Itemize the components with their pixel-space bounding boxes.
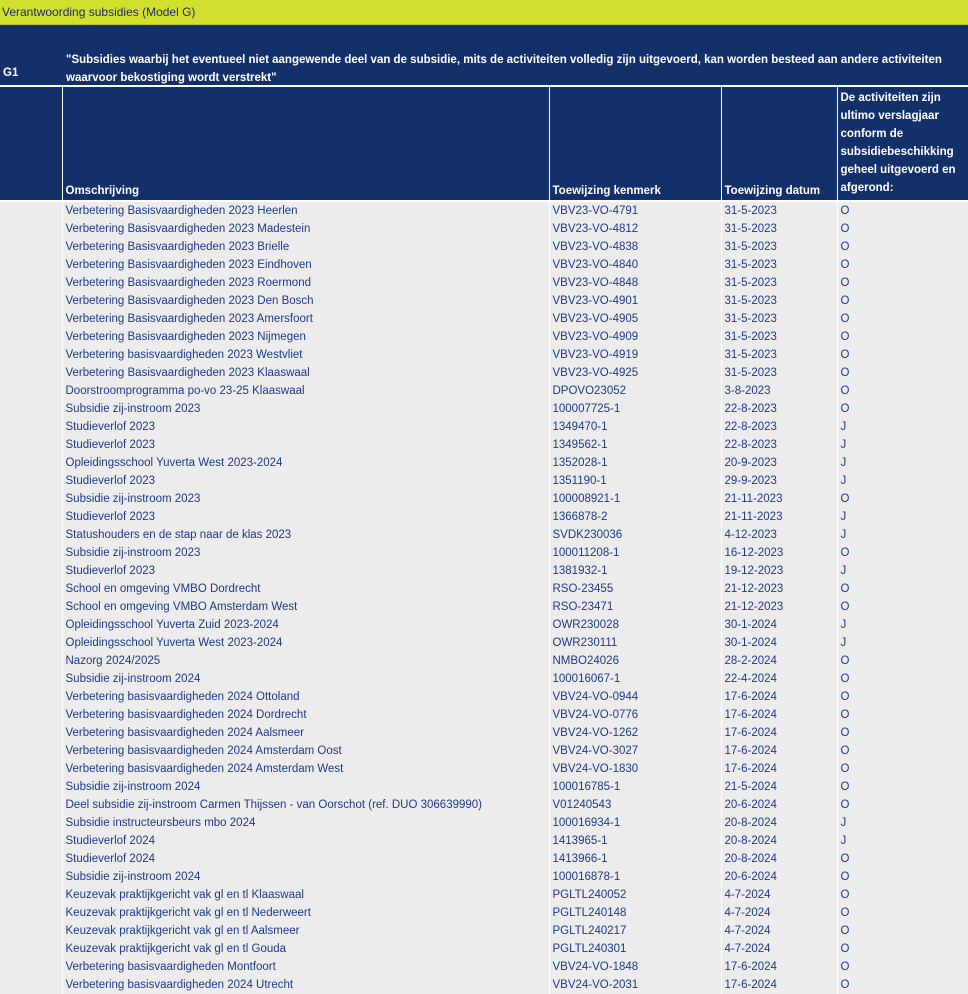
cell-datum[interactable]: 16-12-2023 [721,544,837,562]
cell-omschrijving[interactable]: Subsidie zij-instroom 2023 [62,490,549,508]
cell-datum[interactable]: 30-1-2024 [721,634,837,652]
cell-status[interactable]: J [837,454,968,472]
cell-kenmerk[interactable]: VBV24-VO-1830 [549,760,721,778]
cell-kenmerk[interactable]: VBV23-VO-4812 [549,220,721,238]
row-blank-cell[interactable] [0,508,62,526]
cell-datum[interactable]: 20-9-2023 [721,454,837,472]
cell-datum[interactable]: 21-11-2023 [721,508,837,526]
cell-kenmerk[interactable]: VBV24-VO-1848 [549,958,721,976]
cell-kenmerk[interactable]: VBV24-VO-3027 [549,742,721,760]
cell-datum[interactable]: 31-5-2023 [721,220,837,238]
row-blank-cell[interactable] [0,670,62,688]
cell-omschrijving[interactable]: Deel subsidie zij-instroom Carmen Thijssen - van Oorschot (ref. DUO 306639990) [62,796,549,814]
cell-kenmerk[interactable]: 1349470-1 [549,418,721,436]
cell-kenmerk[interactable]: 100016934-1 [549,814,721,832]
table-row[interactable] [0,418,968,436]
table-row[interactable] [0,580,968,598]
row-blank-cell[interactable] [0,850,62,868]
section-code: G1 [3,67,19,79]
table-row[interactable] [0,850,968,868]
table-row[interactable] [0,868,968,886]
cell-datum[interactable]: 19-12-2023 [721,562,837,580]
cell-omschrijving[interactable]: Subsidie zij-instroom 2024 [62,670,549,688]
cell-status[interactable]: O [837,220,968,238]
cell-omschrijving[interactable]: School en omgeving VMBO Dordrecht [62,580,549,598]
cell-datum[interactable]: 31-5-2023 [721,292,837,310]
cell-omschrijving[interactable]: Subsidie zij-instroom 2023 [62,400,549,418]
cell-omschrijving[interactable]: Subsidie instructeursbeurs mbo 2024 [62,814,549,832]
cell-omschrijving[interactable]: Verbetering Basisvaardigheden 2023 Den Bosch [62,292,549,310]
cell-status[interactable]: O [837,688,968,706]
header-datum: Toewijzing datum [721,86,837,201]
cell-datum[interactable]: 3-8-2023 [721,382,837,400]
table-row[interactable] [0,940,968,958]
row-blank-cell[interactable] [0,562,62,580]
cell-datum[interactable]: 29-9-2023 [721,472,837,490]
table-row[interactable] [0,922,968,940]
cell-datum[interactable]: 31-5-2023 [721,310,837,328]
cell-kenmerk[interactable]: 1349562-1 [549,436,721,454]
cell-kenmerk[interactable]: 1413966-1 [549,850,721,868]
cell-status[interactable]: O [837,670,968,688]
cell-omschrijving[interactable]: Verbetering Basisvaardigheden 2023 Nijmegen [62,328,549,346]
cell-omschrijving[interactable]: Opleidingsschool Yuverta West 2023-2024 [62,634,549,652]
cell-status[interactable]: O [837,886,968,904]
table-row[interactable] [0,742,968,760]
cell-omschrijving[interactable]: Verbetering basisvaardigheden 2024 Amsterdam Oost [62,742,549,760]
table-row[interactable] [0,454,968,472]
cell-datum[interactable]: 20-8-2024 [721,832,837,850]
table-row[interactable] [0,544,968,562]
cell-omschrijving[interactable]: Verbetering basisvaardigheden 2024 Utrecht [62,976,549,994]
cell-status[interactable]: J [837,616,968,634]
row-blank-cell[interactable] [0,796,62,814]
table-row[interactable] [0,292,968,310]
cell-omschrijving[interactable]: Keuzevak praktijkgericht vak gl en tl Nederweert [62,904,549,922]
cell-omschrijving[interactable]: Verbetering Basisvaardigheden 2023 Heerlen [62,201,549,220]
cell-datum[interactable]: 4-12-2023 [721,526,837,544]
cell-omschrijving[interactable]: Verbetering basisvaardigheden 2024 Ottoland [62,688,549,706]
table-row[interactable] [0,220,968,238]
row-blank-cell[interactable] [0,364,62,382]
cell-omschrijving[interactable]: Subsidie zij-instroom 2023 [62,544,549,562]
cell-omschrijving[interactable]: Opleidingsschool Yuverta Zuid 2023-2024 [62,616,549,634]
cell-status[interactable]: O [837,868,968,886]
cell-kenmerk[interactable]: 100011208-1 [549,544,721,562]
cell-datum[interactable]: 20-8-2024 [721,850,837,868]
row-blank-cell[interactable] [0,616,62,634]
row-blank-cell[interactable] [0,256,62,274]
cell-datum[interactable]: 31-5-2023 [721,364,837,382]
cell-datum[interactable]: 17-6-2024 [721,760,837,778]
row-blank-cell[interactable] [0,814,62,832]
row-blank-cell[interactable] [0,544,62,562]
table-row[interactable] [0,328,968,346]
table-row[interactable] [0,598,968,616]
cell-status[interactable]: O [837,328,968,346]
cell-status[interactable]: J [837,814,968,832]
cell-omschrijving[interactable]: School en omgeving VMBO Amsterdam West [62,598,549,616]
cell-datum[interactable]: 21-12-2023 [721,598,837,616]
table-row[interactable] [0,706,968,724]
cell-status[interactable]: O [837,256,968,274]
table-row[interactable] [0,238,968,256]
table-row[interactable] [0,904,968,922]
cell-status[interactable]: O [837,760,968,778]
row-blank-cell[interactable] [0,598,62,616]
cell-datum[interactable]: 22-8-2023 [721,400,837,418]
sheet-title: Verantwoording subsidies (Model G) [0,0,968,25]
cell-kenmerk[interactable]: 1352028-1 [549,454,721,472]
cell-status[interactable]: O [837,958,968,976]
cell-status[interactable]: O [837,796,968,814]
cell-status[interactable]: J [837,472,968,490]
cell-datum[interactable]: 4-7-2024 [721,940,837,958]
cell-datum[interactable]: 17-6-2024 [721,724,837,742]
row-blank-cell[interactable] [0,940,62,958]
table-row[interactable] [0,346,968,364]
cell-status[interactable]: O [837,274,968,292]
cell-kenmerk[interactable]: VBV23-VO-4919 [549,346,721,364]
table-row[interactable] [0,508,968,526]
row-blank-cell[interactable] [0,652,62,670]
row-blank-cell[interactable] [0,886,62,904]
row-blank-cell[interactable] [0,274,62,292]
table-row[interactable] [0,688,968,706]
cell-omschrijving[interactable]: Studieverlof 2024 [62,850,549,868]
cell-kenmerk[interactable]: 100007725-1 [549,400,721,418]
cell-kenmerk[interactable]: V01240543 [549,796,721,814]
cell-status[interactable]: J [837,832,968,850]
cell-status[interactable]: O [837,364,968,382]
cell-kenmerk[interactable]: VBV24-VO-2031 [549,976,721,994]
row-blank-cell[interactable] [0,724,62,742]
cell-omschrijving[interactable]: Keuzevak praktijkgericht vak gl en tl Gouda [62,940,549,958]
row-blank-cell[interactable] [0,580,62,598]
cell-omschrijving[interactable]: Studieverlof 2023 [62,418,549,436]
cell-status[interactable]: O [837,742,968,760]
cell-datum[interactable]: 21-12-2023 [721,580,837,598]
row-blank-cell[interactable] [0,976,62,994]
cell-kenmerk[interactable]: 100016878-1 [549,868,721,886]
cell-kenmerk[interactable]: NMBO24026 [549,652,721,670]
cell-kenmerk[interactable]: VBV23-VO-4791 [549,201,721,220]
cell-kenmerk[interactable]: VBV24-VO-0776 [549,706,721,724]
cell-kenmerk[interactable]: VBV23-VO-4901 [549,292,721,310]
row-blank-cell[interactable] [0,201,62,220]
row-blank-cell[interactable] [0,292,62,310]
cell-kenmerk[interactable]: 100016067-1 [549,670,721,688]
cell-omschrijving[interactable]: Nazorg 2024/2025 [62,652,549,670]
cell-datum[interactable]: 31-5-2023 [721,274,837,292]
cell-datum[interactable]: 4-7-2024 [721,922,837,940]
cell-kenmerk[interactable]: RSO-23455 [549,580,721,598]
cell-datum[interactable]: 30-1-2024 [721,616,837,634]
row-blank-cell[interactable] [0,346,62,364]
table-row[interactable] [0,778,968,796]
table-row[interactable] [0,670,968,688]
cell-status[interactable]: O [837,922,968,940]
row-blank-cell[interactable] [0,526,62,544]
cell-status[interactable]: O [837,598,968,616]
table-row[interactable] [0,256,968,274]
cell-omschrijving[interactable]: Verbetering basisvaardigheden 2024 Amsterdam West [62,760,549,778]
header-blank [0,86,62,201]
cell-omschrijving[interactable]: Verbetering basisvaardigheden 2024 Aalsmeer [62,724,549,742]
row-blank-cell[interactable] [0,778,62,796]
cell-kenmerk[interactable]: 1366878-2 [549,508,721,526]
table-row[interactable] [0,526,968,544]
table-row[interactable] [0,760,968,778]
cell-datum[interactable]: 22-8-2023 [721,436,837,454]
cell-datum[interactable]: 21-5-2024 [721,778,837,796]
table-row[interactable] [0,382,968,400]
cell-omschrijving[interactable]: Studieverlof 2023 [62,472,549,490]
cell-datum[interactable]: 31-5-2023 [721,328,837,346]
cell-omschrijving[interactable]: Verbetering basisvaardigheden 2023 Westvliet [62,346,549,364]
cell-status[interactable]: O [837,850,968,868]
table-row[interactable] [0,490,968,508]
header-status: De activiteiten zijn ultimo verslagjaar conform de subsidiebeschikking geheel uitgevoerd en afgerond: [837,86,968,201]
row-blank-cell[interactable] [0,472,62,490]
table-row[interactable] [0,796,968,814]
cell-datum[interactable]: 17-6-2024 [721,976,837,994]
cell-omschrijving[interactable]: Studieverlof 2023 [62,562,549,580]
cell-omschrijving[interactable]: Verbetering Basisvaardigheden 2023 Roermond [62,274,549,292]
cell-omschrijving[interactable]: Verbetering basisvaardigheden Montfoort [62,958,549,976]
table-row[interactable] [0,724,968,742]
row-blank-cell[interactable] [0,832,62,850]
row-blank-cell[interactable] [0,436,62,454]
row-blank-cell[interactable] [0,760,62,778]
table-header-row [0,86,968,201]
cell-datum[interactable]: 4-7-2024 [721,904,837,922]
table-row[interactable] [0,616,968,634]
cell-kenmerk[interactable]: 100016785-1 [549,778,721,796]
cell-datum[interactable]: 20-8-2024 [721,814,837,832]
cell-omschrijving[interactable]: Subsidie zij-instroom 2024 [62,778,549,796]
cell-omschrijving[interactable]: Studieverlof 2023 [62,436,549,454]
row-blank-cell[interactable] [0,310,62,328]
section-description: "Subsidies waarbij het eventueel niet aangewende deel van de subsidie, mits de activiteiten volledig zijn uitgevoerd, kan worden besteed aan andere activiteiten waarvoor bekostiging wordt verstrekt" [66,54,942,84]
cell-status[interactable]: O [837,544,968,562]
cell-status[interactable]: O [837,201,968,220]
cell-status[interactable]: O [837,724,968,742]
cell-omschrijving[interactable]: Verbetering basisvaardigheden 2024 Dordrecht [62,706,549,724]
cell-status[interactable]: O [837,778,968,796]
row-blank-cell[interactable] [0,238,62,256]
cell-status[interactable]: O [837,652,968,670]
cell-status[interactable]: O [837,346,968,364]
cell-datum[interactable]: 17-6-2024 [721,958,837,976]
row-blank-cell[interactable] [0,688,62,706]
table-row[interactable] [0,310,968,328]
cell-omschrijving[interactable]: Keuzevak praktijkgericht vak gl en tl Aalsmeer [62,922,549,940]
cell-omschrijving[interactable]: Studieverlof 2023 [62,508,549,526]
cell-omschrijving[interactable]: Subsidie zij-instroom 2024 [62,868,549,886]
row-blank-cell[interactable] [0,490,62,508]
cell-kenmerk[interactable]: PGLTL240148 [549,904,721,922]
row-blank-cell[interactable] [0,328,62,346]
cell-kenmerk[interactable]: OWR230028 [549,616,721,634]
cell-datum[interactable]: 20-6-2024 [721,868,837,886]
cell-omschrijving[interactable]: Verbetering Basisvaardigheden 2023 Brielle [62,238,549,256]
cell-status[interactable]: O [837,580,968,598]
cell-status[interactable]: O [837,400,968,418]
header-omschrijving: Omschrijving [62,86,549,201]
table-row[interactable] [0,814,968,832]
table-row[interactable] [0,274,968,292]
cell-status[interactable]: O [837,904,968,922]
cell-status[interactable]: O [837,940,968,958]
cell-kenmerk[interactable]: 1413965-1 [549,832,721,850]
cell-status[interactable]: J [837,418,968,436]
cell-omschrijving[interactable]: Verbetering Basisvaardigheden 2023 Eindhoven [62,256,549,274]
cell-datum[interactable]: 31-5-2023 [721,201,837,220]
cell-status[interactable]: J [837,526,968,544]
cell-status[interactable]: O [837,292,968,310]
subsidies-table [0,85,968,994]
cell-kenmerk[interactable]: 1381932-1 [549,562,721,580]
cell-kenmerk[interactable]: VBV23-VO-4909 [549,328,721,346]
table-row[interactable] [0,958,968,976]
table-row[interactable] [0,400,968,418]
section-header [0,25,968,85]
cell-omschrijving[interactable]: Doorstroomprogramma po-vo 23-25 Klaaswaal [62,382,549,400]
cell-kenmerk[interactable]: VBV24-VO-0944 [549,688,721,706]
cell-datum[interactable]: 17-6-2024 [721,706,837,724]
row-blank-cell[interactable] [0,454,62,472]
row-blank-cell[interactable] [0,634,62,652]
cell-kenmerk[interactable]: PGLTL240217 [549,922,721,940]
cell-status[interactable]: O [837,310,968,328]
cell-status[interactable]: O [837,490,968,508]
cell-kenmerk[interactable]: OWR230111 [549,634,721,652]
cell-status[interactable]: O [837,706,968,724]
cell-kenmerk[interactable]: VBV23-VO-4838 [549,238,721,256]
cell-datum[interactable]: 22-8-2023 [721,418,837,436]
row-blank-cell[interactable] [0,220,62,238]
table-row[interactable] [0,364,968,382]
cell-omschrijving[interactable]: Statushouders en de stap naar de klas 2023 [62,526,549,544]
cell-omschrijving[interactable]: Opleidingsschool Yuverta West 2023-2024 [62,454,549,472]
cell-kenmerk[interactable]: VBV24-VO-1262 [549,724,721,742]
table-row[interactable] [0,634,968,652]
row-blank-cell[interactable] [0,922,62,940]
row-blank-cell[interactable] [0,706,62,724]
table-row[interactable] [0,562,968,580]
table-row[interactable] [0,436,968,454]
table-row[interactable] [0,201,968,220]
table-row[interactable] [0,652,968,670]
cell-kenmerk[interactable]: RSO-23471 [549,598,721,616]
header-kenmerk: Toewijzing kenmerk [549,86,721,201]
cell-kenmerk[interactable]: VBV23-VO-4925 [549,364,721,382]
table-row[interactable] [0,886,968,904]
cell-kenmerk[interactable]: DPOVO23052 [549,382,721,400]
table-row[interactable] [0,472,968,490]
cell-kenmerk[interactable]: VBV23-VO-4840 [549,256,721,274]
cell-kenmerk[interactable]: VBV23-VO-4905 [549,310,721,328]
table-row[interactable] [0,976,968,994]
row-blank-cell[interactable] [0,904,62,922]
cell-status[interactable]: O [837,382,968,400]
cell-datum[interactable]: 31-5-2023 [721,238,837,256]
cell-kenmerk[interactable]: 100008921-1 [549,490,721,508]
cell-kenmerk[interactable]: 1351190-1 [549,472,721,490]
cell-status[interactable]: J [837,562,968,580]
row-blank-cell[interactable] [0,418,62,436]
row-blank-cell[interactable] [0,382,62,400]
cell-kenmerk[interactable]: VBV23-VO-4848 [549,274,721,292]
cell-status[interactable]: J [837,508,968,526]
cell-datum[interactable]: 17-6-2024 [721,742,837,760]
cell-datum[interactable]: 31-5-2023 [721,346,837,364]
cell-omschrijving[interactable]: Studieverlof 2024 [62,832,549,850]
cell-status[interactable]: J [837,634,968,652]
row-blank-cell[interactable] [0,742,62,760]
cell-status[interactable]: J [837,436,968,454]
table-row[interactable] [0,832,968,850]
cell-kenmerk[interactable]: PGLTL240052 [549,886,721,904]
cell-omschrijving[interactable]: Verbetering Basisvaardigheden 2023 Klaaswaal [62,364,549,382]
cell-datum[interactable]: 4-7-2024 [721,886,837,904]
row-blank-cell[interactable] [0,868,62,886]
cell-omschrijving[interactable]: Verbetering Basisvaardigheden 2023 Amersfoort [62,310,549,328]
cell-status[interactable]: O [837,976,968,994]
cell-datum[interactable]: 21-11-2023 [721,490,837,508]
cell-datum[interactable]: 28-2-2024 [721,652,837,670]
row-blank-cell[interactable] [0,958,62,976]
cell-status[interactable]: O [837,238,968,256]
row-blank-cell[interactable] [0,400,62,418]
cell-datum[interactable]: 22-4-2024 [721,670,837,688]
cell-datum[interactable]: 31-5-2023 [721,256,837,274]
cell-omschrijving[interactable]: Verbetering Basisvaardigheden 2023 Madestein [62,220,549,238]
cell-kenmerk[interactable]: PGLTL240301 [549,940,721,958]
cell-datum[interactable]: 17-6-2024 [721,688,837,706]
cell-omschrijving[interactable]: Keuzevak praktijkgericht vak gl en tl Klaaswaal [62,886,549,904]
cell-kenmerk[interactable]: SVDK230036 [549,526,721,544]
cell-datum[interactable]: 20-6-2024 [721,796,837,814]
